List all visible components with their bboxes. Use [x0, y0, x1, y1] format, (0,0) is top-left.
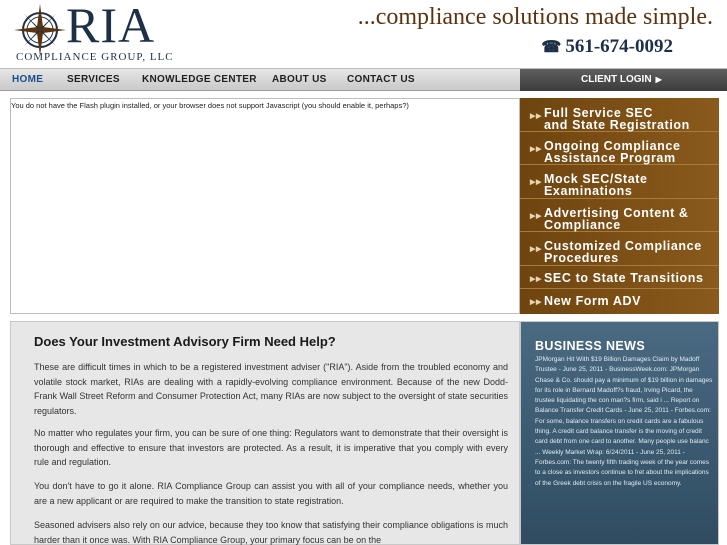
nav-home[interactable]: HOME [12, 74, 44, 85]
service-sec-to-state[interactable] [520, 266, 719, 289]
company-logo[interactable] [12, 2, 182, 66]
service-label: SEC to State Transitions [544, 271, 704, 285]
nav-knowledge-center[interactable]: KNOWLEDGE CENTER [142, 74, 257, 85]
logo-text: RIA [66, 0, 156, 53]
business-news-panel [520, 321, 719, 545]
phone-number [541, 36, 673, 58]
client-login-button[interactable] [520, 69, 727, 91]
service-full-service-registration[interactable] [520, 98, 719, 132]
intro-paragraph: These are difficult times in which to be a registered investment adviser ("RIA"). Aside from the troubled economy and volatile stock market, RIAs are dealing with a rapidly-evolving compliance environment. Because of the new Dodd-Frank Wall Street Reform and Consumer Protection Act, many RIAs are now subject to the oversight of state securities regulators. [34, 362, 508, 416]
double-arrow-icon: ▶▶ [530, 276, 542, 283]
double-arrow-icon: ▶▶ [530, 179, 542, 186]
service-label: Advertising Content & Compliance [544, 206, 689, 232]
page-title: Does Your Investment Advisory Firm Need Help? [34, 334, 336, 349]
phone-text: 561-674-0092 [565, 36, 673, 57]
main-content [10, 321, 520, 545]
client-login-label: CLIENT LOGIN [581, 74, 652, 85]
double-arrow-icon: ▶▶ [530, 213, 542, 220]
nav-contact-us[interactable]: CONTACT US [347, 74, 415, 85]
service-advertising-compliance[interactable] [520, 199, 719, 232]
nav-services[interactable]: SERVICES [67, 74, 120, 85]
body-paragraph: You don't have to go it alone. RIA Compliance Group can assist you with all of your compliance needs, whether you are a new applicant or are required to make the transition to state registration. [34, 481, 508, 506]
double-arrow-icon: ▶▶ [530, 113, 542, 120]
service-label: New Form ADV [544, 294, 642, 308]
service-new-form-adv[interactable] [520, 289, 719, 314]
logo-subtitle: COMPLIANCE GROUP, LLC [16, 51, 174, 63]
play-arrow-icon: ▶ [655, 75, 662, 84]
service-label: Mock SEC/State Examinations [544, 172, 648, 198]
body-paragraph: Seasoned advisers also rely on our advice, because they too know that satisfying their compliance obligations is much harder than it once was. With RIA Compliance Group, your primary focus can be on the [34, 520, 508, 545]
double-arrow-icon: ▶▶ [530, 246, 542, 253]
services-menu [520, 98, 719, 314]
tagline: ...compliance solutions made simple. [357, 4, 713, 30]
service-label: Full Service SEC and State Registration [544, 106, 690, 132]
news-feed[interactable]: JPMorgan Hit With $19 Billion Damages Claim by Madoff Trustee - June 25, 2011 - BusinessWeek.com: JPMorgan Chase & Co. should pay a minimum of $19 billion in damages for its role in Bernard Madoff?s fraud, Irving Picard, the trustee liquidating the con man?s firm, said i ... Report on Balance Transfer Credit Cards - June 25, 2011 - Forbes.com: For some, balance transfers on credit cards are a fabulous thing. A credit card balance transfer is the moving of credit card debt from one card to another. Many people use balanc ... Weekly Market Wrap: 6/24/2011 - June 25, 2011 - Forbes.com: The twenty fifth trading week of the year comes to a close as investors continue to fret about the implications of the Greek debt crisis on the fragile US economy. [535, 356, 713, 487]
service-mock-examinations[interactable] [520, 165, 719, 199]
main-nav [0, 68, 727, 91]
compass-rose-icon [12, 2, 68, 58]
body-paragraph: No matter who regulates your firm, you can be sure of one thing: Regulators want to demonstrate that their oversight is thorough and effective to ensure that investors are protected. As a result, it is imperative that you comply with every rule and regulation. [34, 428, 508, 467]
service-label: Customized Compliance Procedures [544, 239, 702, 265]
service-ongoing-compliance[interactable] [520, 132, 719, 165]
telephone-icon: ☎ [541, 39, 562, 56]
site-header [0, 0, 727, 68]
double-arrow-icon: ▶▶ [530, 146, 542, 153]
nav-about-us[interactable]: ABOUT US [272, 74, 327, 85]
service-customized-procedures[interactable] [520, 232, 719, 266]
double-arrow-icon: ▶▶ [530, 299, 542, 306]
service-label: Ongoing Compliance Assistance Program [544, 139, 681, 165]
flash-missing-message: You do not have the Flash plugin installed, or your browser does not support Javascript (you should enable it, perhaps?) [11, 101, 409, 110]
flash-banner-area [10, 98, 520, 314]
news-title: BUSINESS NEWS [535, 339, 646, 353]
